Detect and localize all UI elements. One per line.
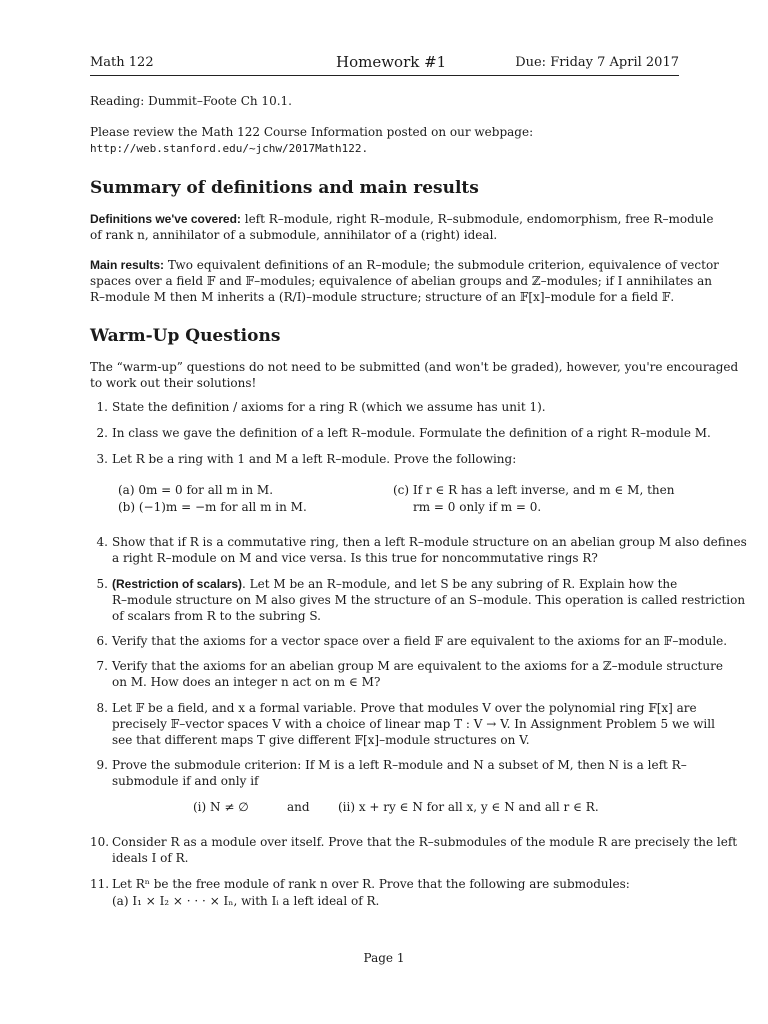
main-results-line-2: spaces over a field 𝔽 and 𝔽–modules; equivalence of abelian groups and ℤ–modules; if I annihilates an bbox=[90, 274, 713, 288]
main-results-label: Main results: bbox=[90, 258, 165, 272]
definitions-line-1 bbox=[90, 212, 713, 227]
question-9-condition-i: (i) N ≠ ∅ bbox=[193, 800, 249, 814]
main-results-line-3: R–module M then M inherits a (R/I)–module structure; structure of an 𝔽[x]–module for a field 𝔽. bbox=[90, 290, 675, 304]
question-number: 6. bbox=[96, 634, 108, 648]
main-results-line-1 bbox=[90, 258, 719, 273]
question-6: Verify that the axioms for a vector space over a field 𝔽 are equivalent to the axioms for an 𝔽–module. bbox=[112, 634, 728, 648]
reading-line: Reading: Dummit–Foote Ch 10.1. bbox=[90, 94, 292, 108]
question-2: In class we gave the definition of a left R–module. Formulate the definition of a right R–module M. bbox=[112, 426, 711, 440]
question-9-and: and bbox=[287, 800, 310, 814]
question-9-line-1: Prove the submodule criterion: If M is a left R–module and N a subset of M, then N is a left R– bbox=[112, 758, 687, 772]
question-1: State the definition / axioms for a ring R (which we assume has unit 1). bbox=[112, 400, 546, 414]
question-11: Let Rⁿ be the free module of rank n over R. Prove that the following are submodules: bbox=[112, 877, 630, 891]
due-date: Due: Friday 7 April 2017 bbox=[515, 55, 679, 70]
question-5-text: . Let M be an R–module, and let S be any subring of R. Explain how the bbox=[242, 577, 678, 591]
question-9-line-2: submodule if and only if bbox=[112, 774, 259, 788]
question-number: 10. bbox=[90, 835, 110, 849]
question-number: 2. bbox=[96, 426, 108, 440]
main-results-text: Two equivalent definitions of an R–module; the submodule criterion, equivalence of vector bbox=[167, 258, 719, 272]
course-name: Math 122 bbox=[90, 55, 154, 70]
question-3-part-a: (a) 0m = 0 for all m in M. bbox=[118, 483, 274, 497]
question-number: 11. bbox=[90, 877, 110, 891]
page-number: Page 1 bbox=[363, 951, 405, 965]
question-8-line-2: precisely 𝔽–vector spaces V with a choice of linear map T : V → V. In Assignment Problem 5 we will bbox=[112, 717, 715, 731]
question-number: 9. bbox=[96, 758, 108, 772]
question-3-part-c-line-2: rm = 0 only if m = 0. bbox=[413, 500, 542, 514]
page-title: Homework #1 bbox=[336, 53, 447, 71]
question-8-line-1: Let 𝔽 be a field, and x a formal variable. Prove that modules V over the polynomial ring 𝔽[x] are bbox=[112, 701, 697, 715]
summary-heading: Summary of definitions and main results bbox=[90, 178, 479, 198]
question-10-line-2: ideals I of R. bbox=[112, 851, 189, 865]
question-5-line-3: of scalars from R to the subring S. bbox=[112, 609, 321, 623]
restriction-of-scalars-label: (Restriction of scalars) bbox=[112, 577, 243, 591]
question-5-line-1 bbox=[112, 577, 677, 592]
review-line: Please review the Math 122 Course Information posted on our webpage: bbox=[90, 125, 534, 139]
question-7-line-2: on M. How does an integer n act on m ∈ M? bbox=[112, 675, 381, 689]
question-10-line-1: Consider R as a module over itself. Prove that the R–submodules of the module R are precisely the left bbox=[112, 835, 738, 849]
question-11-part-a: (a) I₁ × I₂ × · · · × Iₙ, with Iᵢ a left ideal of R. bbox=[112, 894, 380, 908]
question-number: 7. bbox=[96, 659, 108, 673]
question-number: 1. bbox=[96, 400, 108, 414]
question-4-line-2: a right R–module on M and vice versa. Is this true for noncommutative rings R? bbox=[112, 551, 598, 565]
definitions-text: left R–module, right R–module, R–submodule, endomorphism, free R–module bbox=[244, 212, 714, 226]
definitions-label: Definitions we've covered: bbox=[90, 212, 241, 226]
warmup-intro-line-1: The “warm-up” questions do not need to be submitted (and won't be graded), however, you're encouraged bbox=[90, 360, 739, 374]
header-rule bbox=[90, 75, 679, 76]
question-3: Let R be a ring with 1 and M a left R–module. Prove the following: bbox=[112, 452, 517, 466]
question-number: 3. bbox=[96, 452, 108, 466]
course-webpage-link[interactable]: http://web.stanford.edu/~jchw/2017Math122. bbox=[90, 142, 369, 155]
question-3-part-b: (b) (−1)m = −m for all m in M. bbox=[118, 500, 307, 514]
question-3-part-c-line-1: (c) If r ∈ R has a left inverse, and m ∈ M, then bbox=[393, 483, 675, 497]
question-9-condition-ii: (ii) x + ry ∈ N for all x, y ∈ N and all r ∈ R. bbox=[338, 800, 599, 814]
question-number: 8. bbox=[96, 701, 108, 715]
warmup-intro-line-2: to work out their solutions! bbox=[90, 376, 257, 390]
question-8-line-3: see that different maps T give different 𝔽[x]–module structures on V. bbox=[112, 733, 530, 747]
question-4-line-1: Show that if R is a commutative ring, then a left R–module structure on an abelian group M also defines bbox=[112, 535, 747, 549]
question-7-line-1: Verify that the axioms for an abelian group M are equivalent to the axioms for a ℤ–module structure bbox=[112, 659, 723, 673]
question-number: 5. bbox=[96, 577, 108, 591]
question-5-line-2: R–module structure on M also gives M the structure of an S–module. This operation is called restriction bbox=[112, 593, 746, 607]
definitions-line-2: of rank n, annihilator of a submodule, annihilator of a (right) ideal. bbox=[90, 228, 498, 242]
question-number: 4. bbox=[96, 535, 108, 549]
warmup-heading: Warm-Up Questions bbox=[90, 326, 281, 346]
